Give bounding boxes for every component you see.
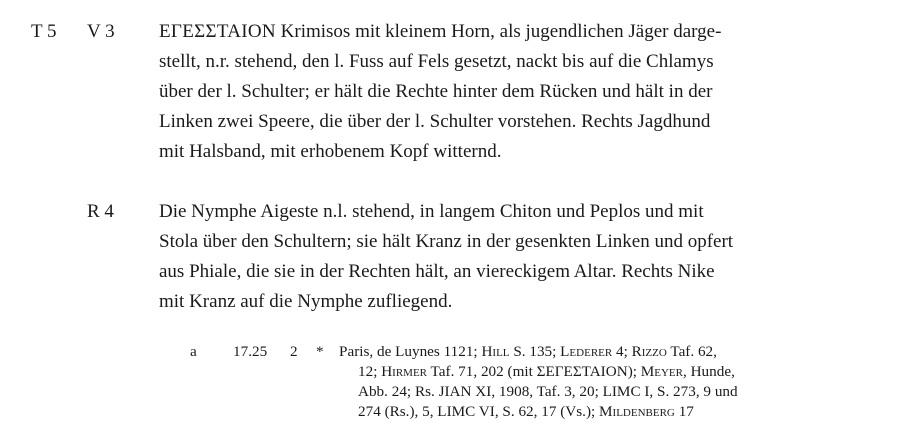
obverse-line-4: Linken zwei Speere, die über der l. Schulter vorstehen. Rechts Jagdhund bbox=[159, 111, 711, 132]
obverse-code: V 3 bbox=[87, 21, 115, 42]
obverse-line-1-text: Krimisos mit kleinem Horn, als jugendlichen Jäger darge- bbox=[275, 21, 722, 42]
reverse-line-3: aus Phiale, die sie in der Rechten hält, an viereckigem Altar. Rechts Nike bbox=[159, 261, 715, 282]
specimen-refs-line-3: Abb. 24; Rs. JIAN XI, 1908, Taf. 3, 20; LIMC I, S. 273, 9 und bbox=[358, 383, 738, 400]
ref-text: 4; bbox=[612, 343, 632, 360]
ref-text: Taf. 71, 202 (mit bbox=[427, 363, 537, 380]
ref-author: Mildenberg bbox=[599, 403, 675, 420]
obverse-legend: ΕΓΕΣΣΤΑΙΟΝ bbox=[159, 21, 276, 42]
ref-text: 17 bbox=[674, 403, 694, 420]
ref-text: ); bbox=[627, 363, 641, 380]
specimen-refs-line-4 bbox=[358, 402, 694, 423]
obverse-line-2: stellt, n.r. stehend, den l. Fuss auf Fels gesetzt, nackt bis auf die Chlamys bbox=[159, 51, 714, 72]
specimen-refs-line-1 bbox=[339, 342, 717, 363]
specimen-letter: a bbox=[190, 343, 197, 360]
obverse-line-1 bbox=[159, 17, 721, 47]
reverse-line-1: Die Nymphe Aigeste n.l. stehend, in langem Chiton und Peplos und mit bbox=[159, 201, 704, 222]
type-code: T 5 bbox=[31, 21, 57, 42]
ref-text: Paris, de Luynes 1121; bbox=[339, 343, 482, 360]
ref-author: Meyer bbox=[640, 363, 683, 380]
specimen-weight: 17.25 bbox=[233, 343, 268, 360]
ref-text: 12; bbox=[358, 363, 382, 380]
ref-author: Rizzo bbox=[631, 343, 667, 360]
ref-text: 274 (Rs.), 5, LIMC VI, S. 62, 17 (Vs.); bbox=[358, 403, 600, 420]
ref-author: Hirmer bbox=[381, 363, 428, 380]
ref-author: Lederer bbox=[560, 343, 613, 360]
specimen-refs-line-2 bbox=[358, 362, 735, 383]
obverse-line-3: über der l. Schulter; er hält die Rechte hinter dem Rücken und hält in der bbox=[159, 81, 713, 102]
reverse-code: R 4 bbox=[87, 201, 114, 222]
reverse-line-2: Stola über den Schultern; sie hält Kranz in der gesenkten Linken und opfert bbox=[159, 231, 734, 252]
ref-text: Taf. 62, bbox=[666, 343, 717, 360]
ref-text: S. 135; bbox=[509, 343, 561, 360]
ref-legend: ΣΕΓΕΣΤΑΙΟΝ bbox=[536, 363, 628, 380]
specimen-mark: * bbox=[316, 343, 324, 360]
obverse-line-5: mit Halsband, mit erhobenem Kopf witternd. bbox=[159, 141, 502, 162]
specimen-die-axis: 2 bbox=[290, 343, 298, 360]
ref-text: , Hunde, bbox=[683, 363, 735, 380]
ref-author: Hill bbox=[481, 343, 510, 360]
reverse-line-4: mit Kranz auf die Nymphe zufliegend. bbox=[159, 291, 453, 312]
